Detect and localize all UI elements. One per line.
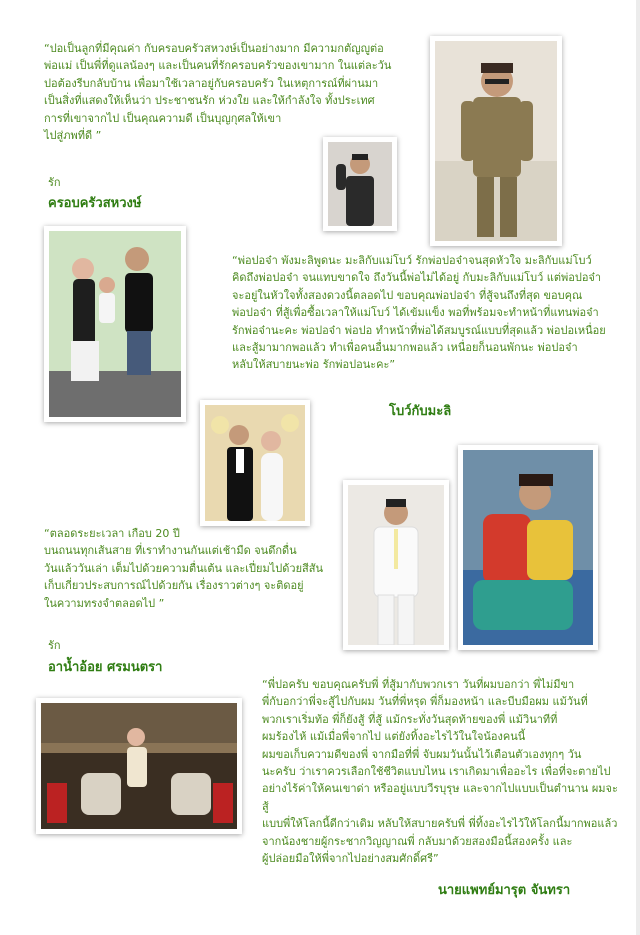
photo-stage-costume (458, 445, 598, 650)
tribute-name-family: ครอบครัวสหวงษ์ (48, 196, 142, 211)
tribute-quote-doctor: “พี่ปอครับ ขอบคุณครับพี่ ที่สู้มากับพวกเรา วันที่ผมบอกว่า พี่ไม่มีขา พี่กับอกว่าพี่จะสู้ไปกับผม วันที่พี่หรุด พี่ก็มองหน้า และบีบมือผม แม้วันที่ พวกเราเริ่มท้อ พี่ก็ยังสู้ ที่สู้ แม้กระทั่งวันสุดท้ายของพี่ แม้วินาทีที่ ผมร้องไห้ แม้เมื่อพี่จากไป แต่ยังทิ้งอะไรไว้ในใจน้องคนนี้ ผมขอเก็บความดีของพี่ จากมือที่พี่ จับผมวันนั้นไว้เตือนตัวเองทุกๆ วัน นะครับ ว่าเราควรเลือกใช้ชีวิตแบบไหน เราเกิดมาเพื่ออะไร เพื่อที่จะตายไป อย่างไร้ค่าให้คนเขาด่า หรืออยู่แบบวีรบุรุษ และจากไปแบบเป็นตำนาน ผมจะสู้ แบบพี่ให้โลกนี้ดีกว่าเดิม หลับให้สบายครับพี่ พี่ทิ้งอะไรไว้ให้โลกนี้มากพอแล้ว จากน้องชายผู้กระชากวิญญาณพี่ กลับมาด้วยสองมือนี้สองครั้ง และ ผู้ปล่อยมือให้พี่จากไปอย่างสมศักดิ์ศรี” (262, 678, 618, 866)
photo-pilot-uniform (430, 36, 562, 246)
tribute-prefix-aunt-namoi: รัก (48, 639, 61, 652)
photo-family (44, 226, 186, 422)
photo-white-suit (343, 480, 449, 650)
photo-stage-performance (36, 698, 242, 834)
photo-casual-black-shirt (323, 137, 397, 231)
tribute-quote-bow-mali: “พ่อปอจ๋า พังมะลิพูดนะ มะลิกับแม่โบว์ รักพ่อปอจ๋าจนสุดหัวใจ มะลิกับแม่โบว์ คิดถึงพ่อปอจ๋า จนแทบขาดใจ ถึงวันนี้พ่อไม่ได้อยู่ กับมะลิกับแม่โบว์ แต่พ่อปอจ๋า จะอยู่ในหัวใจทั้งสองดวงนี้ตลอดไป ขอบคุณพ่อปอจ๋า ที่สู้จนถึงที่สุด ขอบคุณ พ่อปอจ๋า ที่สู้เพื่อซื้อเวลาให้แม่โบว์ ได้เข้มแข็ง พอที่พร้อมจะทำหน้าที่แทนพ่อจ๋า รักพ่อจ๋านะคะ พ่อปอจ๋า พ่อปอ ทำหน้าที่พ่อได้สมบูรณ์แบบที่สุดแล้ว พ่อปอเหนื่อย และสู้มามากพอแล้ว ทำเพื่อคนอื่นมากพอแล้ว เหนื่อยก็นอนพักนะ พ่อปอจ๋า หลับให้สบายนะพ่อ รักพ่อปอนะคะ” (232, 254, 606, 372)
tribute-name-aunt-namoi: อาน้ำอ้อย ศรมนตรา (48, 660, 163, 675)
tribute-name-bow-mali: โบว์กับมะลิ (389, 404, 452, 419)
tribute-prefix-family: รัก (48, 176, 61, 189)
tribute-name-doctor: นายแพทย์มารุต จันทรา (438, 883, 571, 898)
page-edge (636, 0, 640, 935)
tribute-quote-family: “ปอเป็นลูกที่มีคุณค่า กับครอบครัวสหวงษ์เป็นอย่างมาก มีความกตัญญูต่อ พ่อแม่ เป็นพี่ที่ดูแลน้องๆ และเป็นคนที่รักครอบครัวของเขามาก ในแต่ละวัน ปอต้องรีบกลับบ้าน เพื่อมาใช้เวลาอยู่กับครอบครัว ในเหตุการณ์ที่ผ่านมา เป็นสิ่งที่แสดงให้เห็นว่า ประชาชนรัก ห่วงใย และให้กำลังใจ ทั้งประเทศ การที่เขาจากไป เป็นคุณความดี เป็นบุญกุศลให้เขา ไปสู่ภพที่ดี ” (44, 42, 392, 143)
tribute-quote-aunt-namoi: “ตลอดระยะเวลา เกือบ 20 ปี บนถนนทุกเส้นสาย ที่เราทำงานกันแต่เช้ามืด จนดึกดื่น วันแล้ววันเล่า เต็มไปด้วยความตื่นเต้น และเปี่ยมไปด้วยสีสัน เก็บเกี่ยวประสบการณ์ไปด้วยกัน เรื่องราวต่างๆ จะติดอยู่ ในความทรงจำตลอดไป ” (44, 527, 323, 610)
photo-wedding-couple (200, 400, 310, 526)
